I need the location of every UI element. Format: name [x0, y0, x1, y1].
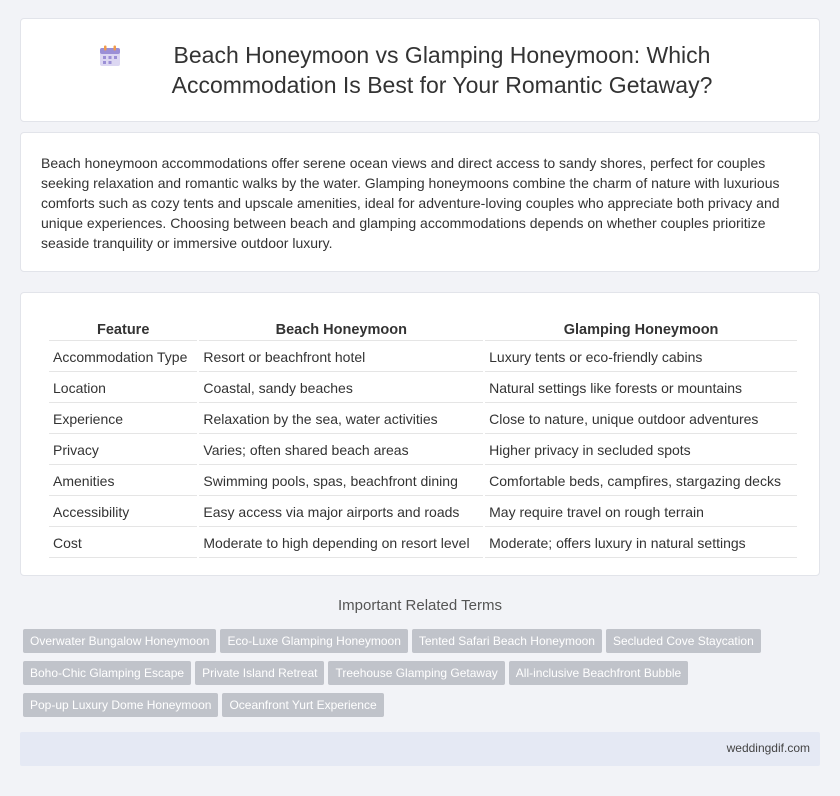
related-tag[interactable]: Boho-Chic Glamping Escape	[23, 661, 191, 685]
header-beach: Beach Honeymoon	[199, 315, 483, 341]
comparison-table-card	[20, 292, 820, 576]
glamping-cell: Higher privacy in secluded spots	[485, 436, 797, 465]
title-card	[20, 18, 820, 122]
related-tag[interactable]: Tented Safari Beach Honeymoon	[412, 629, 602, 653]
table-header-row	[49, 315, 797, 341]
intro-card	[20, 132, 820, 272]
feature-cell: Amenities	[49, 467, 197, 496]
feature-cell: Accessibility	[49, 498, 197, 527]
table-row	[49, 374, 797, 403]
related-tag[interactable]: Secluded Cove Staycation	[606, 629, 761, 653]
table-row	[49, 529, 797, 558]
related-tag[interactable]: Oceanfront Yurt Experience	[222, 693, 383, 717]
beach-cell: Moderate to high depending on resort level	[199, 529, 483, 558]
related-tag[interactable]: Overwater Bungalow Honeymoon	[23, 629, 216, 653]
glamping-cell: May require travel on rough terrain	[485, 498, 797, 527]
glamping-cell: Natural settings like forests or mountains	[485, 374, 797, 403]
beach-cell: Coastal, sandy beaches	[199, 374, 483, 403]
glamping-cell: Moderate; offers luxury in natural settings	[485, 529, 797, 558]
footer-bar	[20, 732, 820, 766]
feature-cell: Privacy	[49, 436, 197, 465]
feature-cell: Accommodation Type	[49, 343, 197, 372]
page-title: Beach Honeymoon vs Glamping Honeymoon: Which Accommodation Is Best for Your Romantic Getaway?	[171, 42, 713, 98]
beach-cell: Swimming pools, spas, beachfront dining	[199, 467, 483, 496]
header-glamping: Glamping Honeymoon	[485, 315, 797, 341]
table-row	[49, 498, 797, 527]
table-row	[49, 436, 797, 465]
table-row	[49, 343, 797, 372]
related-tag[interactable]: Treehouse Glamping Getaway	[328, 661, 504, 685]
beach-cell: Easy access via major airports and roads	[199, 498, 483, 527]
related-terms-title: Important Related Terms	[338, 597, 502, 614]
related-tag[interactable]: Private Island Retreat	[195, 661, 324, 685]
feature-cell: Cost	[49, 529, 197, 558]
footer-site[interactable]: weddingdif.com	[726, 741, 810, 755]
related-tags	[23, 629, 823, 725]
glamping-cell: Comfortable beds, campfires, stargazing decks	[485, 467, 797, 496]
beach-cell: Resort or beachfront hotel	[199, 343, 483, 372]
glamping-cell: Close to nature, unique outdoor adventures	[485, 405, 797, 434]
beach-cell: Relaxation by the sea, water activities	[199, 405, 483, 434]
table-row	[49, 467, 797, 496]
beach-cell: Varies; often shared beach areas	[199, 436, 483, 465]
intro-text: Beach honeymoon accommodations offer serene ocean views and direct access to sandy shores, perfect for couples seeking relaxation and romantic walks by the water. Glamping honeymoons combine the charm of nature with luxurious comforts such as cozy tents and upscale amenities, ideal for adventure-loving couples who appreciate both privacy and unique experiences. Choosing between beach and glamping accommodations depends on whether couples prioritize seaside tranquility or immersive outdoor luxury.	[41, 155, 780, 251]
title-wrap	[98, 40, 742, 100]
glamping-cell: Luxury tents or eco-friendly cabins	[485, 343, 797, 372]
related-tag[interactable]: All-inclusive Beachfront Bubble	[509, 661, 688, 685]
related-tag[interactable]: Eco-Luxe Glamping Honeymoon	[220, 629, 407, 653]
feature-cell: Location	[49, 374, 197, 403]
feature-cell: Experience	[49, 405, 197, 434]
header-feature: Feature	[49, 315, 197, 341]
related-tag[interactable]: Pop-up Luxury Dome Honeymoon	[23, 693, 218, 717]
table-row	[49, 405, 797, 434]
comparison-table	[47, 313, 799, 560]
calendar-icon	[98, 44, 122, 68]
